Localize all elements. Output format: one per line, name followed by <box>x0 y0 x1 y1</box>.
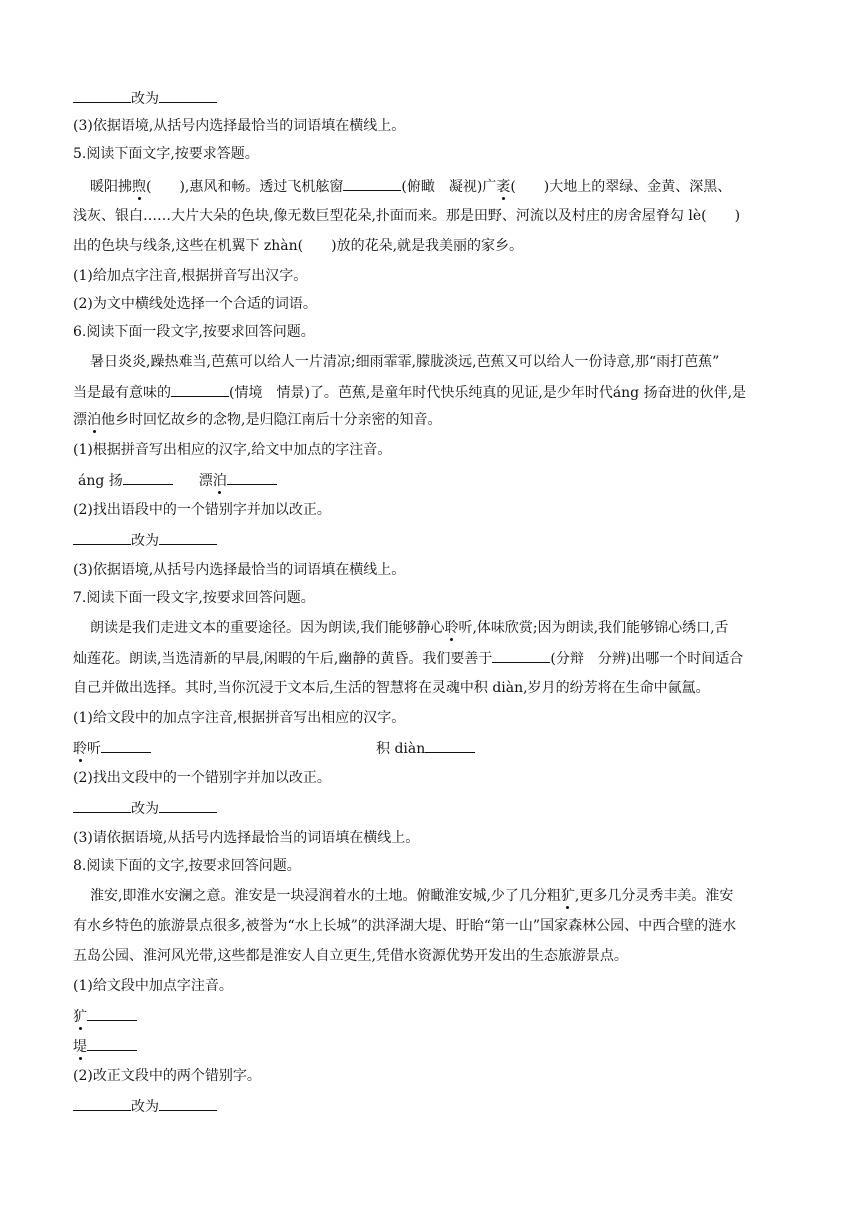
answer-line: 积 diàn <box>376 738 790 759</box>
sub-question: (2)找出语段中的一个错别字并加以改正。 <box>73 502 331 518</box>
passage-line: 淮安,即淮水安澜之意。淮安是一块浸润着水的土地。俯瞰淮安城,少了几分粗犷,更多几分灵秀丰美。淮安 <box>90 888 734 904</box>
sub-question: (2)改正文段中的两个错别字。 <box>73 1068 261 1084</box>
answer-blank[interactable] <box>73 88 131 103</box>
answer-blank[interactable] <box>171 382 229 397</box>
answer-blank[interactable] <box>159 530 217 545</box>
sub-question: (3)依据语境,从括号内选择最恰当的词语填在横线上。 <box>73 118 406 134</box>
passage-line: 有水乡特色的旅游景点很多,被誉为“水上长城”的洪泽湖大堤、盱眙“第一山”国家森林公园、中西合壁的涟水 <box>73 918 737 934</box>
dotted-char: 犷 <box>73 1009 87 1025</box>
passage-line: 灿莲花。朗读,当选清新的早晨,闲暇的午后,幽静的黄昏。我们要善于 (分辩 分辨)出哪一个时间适合 <box>73 648 790 669</box>
sub-question: (1)给文段中加点字注音。 <box>73 978 233 994</box>
sub-question: (3)依据语境,从括号内选择最恰当的词语填在横线上。 <box>73 562 406 578</box>
answer-line <box>73 1036 790 1057</box>
answer-blank[interactable] <box>87 1006 137 1021</box>
passage-line: 暖阳拂煦( ),惠风和畅。透过飞机舷窗 (俯瞰 凝视)广袤( )大地上的翠绿、金黄、深黑、 <box>90 176 790 197</box>
passage-line: 暑日炎炎,躁热难当,芭蕉可以给人一片清凉;细雨霏霏,朦胧淡远,芭蕉又可以给人一份诗意,那“雨打芭蕉” <box>90 354 720 370</box>
answer-blank[interactable] <box>73 530 131 545</box>
dotted-char: 堤 <box>73 1039 87 1055</box>
answer-line: 聆听 <box>73 738 790 759</box>
answer-blank[interactable] <box>492 648 550 663</box>
question-title-7: 7.阅读下面一段文字,按要求回答问题。 <box>73 590 315 606</box>
answer-blank[interactable] <box>73 1096 131 1111</box>
sub-question: (1)给加点字注音,根据拼音写出汉字。 <box>73 268 308 284</box>
answer-blank[interactable] <box>123 470 173 485</box>
dotted-char: 聆 <box>444 620 459 636</box>
answer-blank[interactable] <box>73 798 131 813</box>
passage-line: 自己并做出选择。其时,当你沉浸于文本后,生活的智慧将在灵魂中积 diàn,岁月的纷芳将在生命中氤氲。 <box>73 680 710 696</box>
passage-line: 朗读是我们走进文本的重要途径。因为朗读,我们能够静心聆听,体味欣赏;因为朗读,我们能够锦心绣口,舌 <box>90 620 729 636</box>
answer-line-change <box>73 88 790 109</box>
answer-line-change: 改为 <box>73 530 790 551</box>
answer-line: áng 扬 漂泊 <box>78 470 790 491</box>
sub-question: (2)找出文段中的一个错别字并加以改正。 <box>73 770 331 786</box>
passage-line: 五岛公园、淮河风光带,这些都是淮安人自立更生,凭借水资源优势开发出的生态旅游景点。 <box>73 948 628 964</box>
passage-line: 浅灰、银白……大片大朵的色块,像无数巨型花朵,扑面而来。那是田野、河流以及村庄的房舍屋脊勾 lè( ) <box>73 208 741 224</box>
answer-blank[interactable] <box>159 1096 217 1111</box>
sub-question: (3)请依据语境,从括号内选择最恰当的词语填在横线上。 <box>73 830 420 846</box>
dotted-char: 泊 <box>87 412 101 428</box>
dotted-char: 煦 <box>132 179 146 195</box>
dotted-char: 犷 <box>560 888 575 904</box>
answer-line-change: 改为 <box>73 1096 790 1117</box>
dotted-char: 袤 <box>496 179 511 195</box>
answer-blank[interactable] <box>425 738 475 753</box>
answer-blank[interactable] <box>159 88 217 103</box>
answer-line <box>73 1006 790 1027</box>
answer-blank[interactable] <box>227 470 277 485</box>
question-title-6: 6.阅读下面一段文字,按要求回答问题。 <box>73 324 315 340</box>
answer-blank[interactable] <box>101 738 151 753</box>
question-title-5: 5.阅读下面文字,按要求答题。 <box>73 146 259 162</box>
answer-line-change: 改为 <box>73 798 790 819</box>
sub-question: (2)为文中横线处选择一个合适的词语。 <box>73 296 317 312</box>
passage-line: 漂泊他乡时回忆故乡的念物,是归隐江南后十分亲密的知音。 <box>73 412 442 428</box>
answer-blank[interactable] <box>87 1036 137 1051</box>
answer-blank[interactable] <box>343 176 401 191</box>
question-title-8: 8.阅读下面的文字,按要求回答问题。 <box>73 858 301 874</box>
change-word: 改为 <box>131 91 159 107</box>
dotted-char: 聆 <box>73 741 87 757</box>
passage-line: 当是最有意味的 (情境 情景)了。芭蕉,是童年时代快乐纯真的见证,是少年时代áng 扬奋进的伙伴,是 <box>73 382 790 403</box>
passage-line: 出的色块与线条,这些在机翼下 zhàn( )放的花朵,就是我美丽的家乡。 <box>73 238 524 254</box>
sub-question: (1)给文段中的加点字注音,根据拼音写出相应的汉字。 <box>73 710 406 726</box>
dotted-char: 泊 <box>212 473 227 489</box>
sub-question: (1)根据拼音写出相应的汉字,给文中加点的字注音。 <box>73 442 392 458</box>
answer-blank[interactable] <box>159 798 217 813</box>
